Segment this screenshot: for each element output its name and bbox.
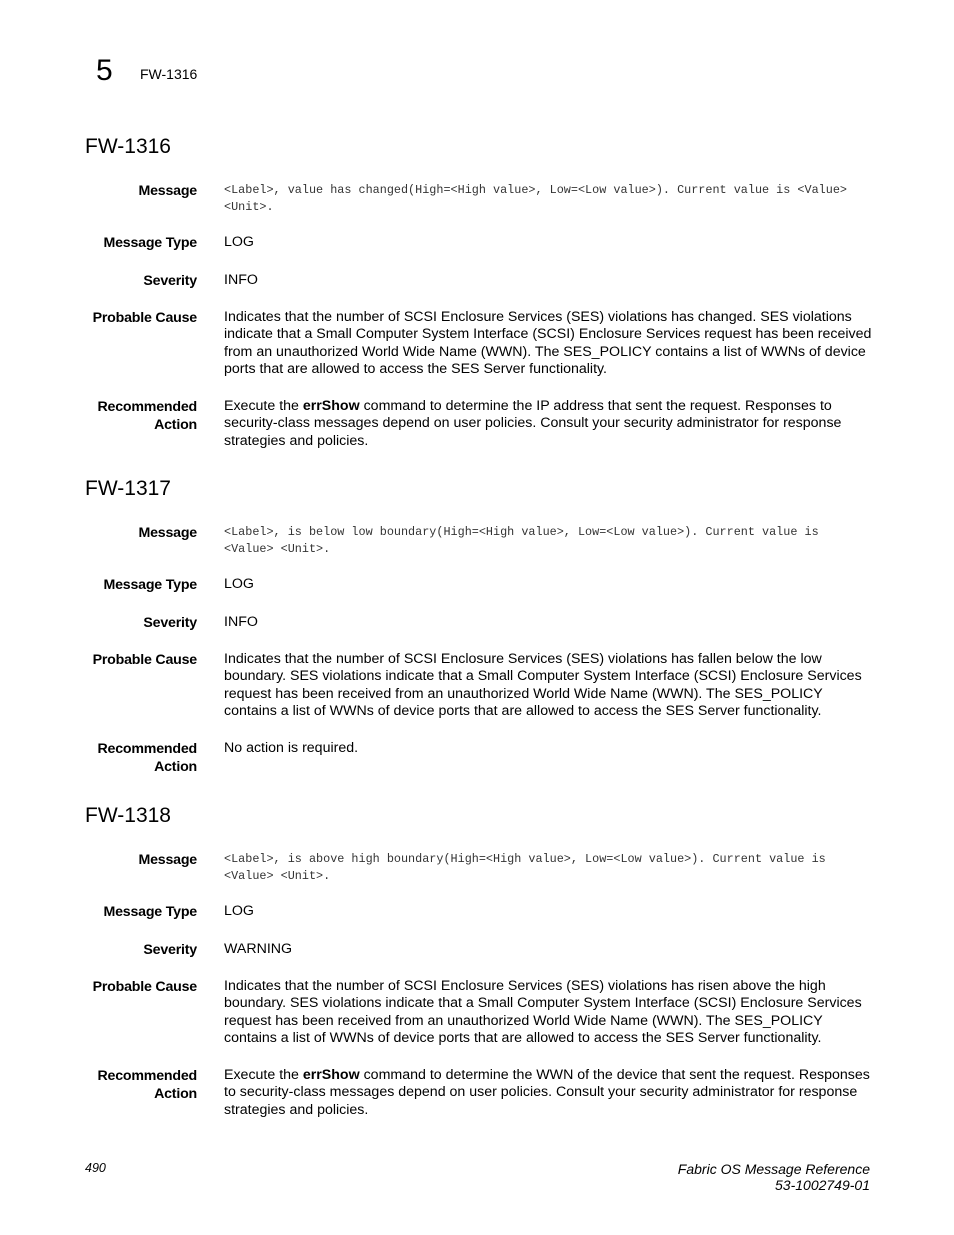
message-text: <Label>, value has changed(High=<High value>, Low=<Low value>). Current value is <Value> <Unit>.: [224, 183, 855, 214]
message-type-label: Message Type: [103, 577, 197, 593]
severity-value: INFO: [224, 614, 258, 630]
message-type-value: LOG: [224, 903, 254, 919]
recommended-action-text: Execute the errShow command to determine the IP address that sent the request. Responses to security-class messages depend on user policies. Consult your security administrator for response strategies and policies.: [224, 398, 842, 449]
message-text: <Label>, is below low boundary(High=<High value>, Low=<Low value>). Current value is <Value> <Unit>.: [224, 525, 826, 556]
severity-label: Severity: [143, 273, 197, 289]
running-head: FW-1316: [140, 66, 198, 82]
severity-value: INFO: [224, 272, 258, 288]
message-type-value: LOG: [224, 576, 254, 592]
probable-cause-text: Indicates that the number of SCSI Enclosure Services (SES) violations has changed. SES violations indicate that a Small Computer System Interface (SCSI) Enclosure Services request has been received from an unauthorized World Wide Name (WWN). The SES_POLICY contains a list of WWNs of device ports that are allowed to access the SES Server functionality.: [224, 309, 872, 378]
message-label: Message: [138, 525, 197, 541]
chapter-number: 5: [96, 54, 113, 87]
severity-label: Severity: [143, 615, 197, 631]
command-name: errShow: [302, 398, 360, 414]
message-label: Message: [138, 852, 197, 868]
section-title: FW-1317: [85, 477, 171, 500]
severity-label: Severity: [143, 942, 197, 958]
command-name: errShow: [302, 1067, 360, 1083]
recommended-action-label: Recommended Action: [97, 399, 197, 433]
message-type-value: LOG: [224, 234, 254, 250]
message-type-label: Message Type: [103, 235, 197, 251]
recommended-action-text: No action is required.: [224, 740, 359, 756]
probable-cause-label: Probable Cause: [92, 979, 197, 995]
page-number: 490: [85, 1161, 106, 1175]
message-type-label: Message Type: [103, 904, 197, 920]
probable-cause-text: Indicates that the number of SCSI Enclosure Services (SES) violations has risen above the high boundary. SES violations indicate that a Small Computer System Interface (SCSI) Enclosure Services request has been received from an unauthorized World Wide Name (WWN). The SES_POLICY contains a list of WWNs of device ports that are allowed to access the SES Server functionality.: [224, 978, 862, 1047]
document-number: 53-1002749-01: [775, 1177, 870, 1193]
document-title: Fabric OS Message Reference: [677, 1161, 870, 1177]
section-title: FW-1316: [85, 135, 171, 158]
message-label: Message: [138, 183, 197, 199]
probable-cause-label: Probable Cause: [92, 652, 197, 668]
section-title: FW-1318: [85, 804, 171, 827]
probable-cause-text: Indicates that the number of SCSI Enclosure Services (SES) violations has fallen below the low boundary. SES violations indicate that a Small Computer System Interface (SCSI) Enclosure Services request has been received from an unauthorized World Wide Name (WWN). The SES_POLICY contains a list of WWNs of device ports that are allowed to access the SES Server functionality.: [224, 651, 862, 720]
probable-cause-label: Probable Cause: [92, 310, 197, 326]
message-text: <Label>, is above high boundary(High=<High value>, Low=<Low value>). Current value is <Value> <Unit>.: [224, 852, 833, 883]
recommended-action-label: Recommended Action: [97, 741, 197, 775]
recommended-action-text: Execute the errShow command to determine the WWN of the device that sent the request. Responses to security-class messages depend on user policies. Consult your security administrator for response strategies and policies.: [224, 1067, 870, 1118]
recommended-action-label: Recommended Action: [97, 1068, 197, 1102]
severity-value: WARNING: [224, 941, 293, 957]
document-info: [678, 1161, 870, 1193]
